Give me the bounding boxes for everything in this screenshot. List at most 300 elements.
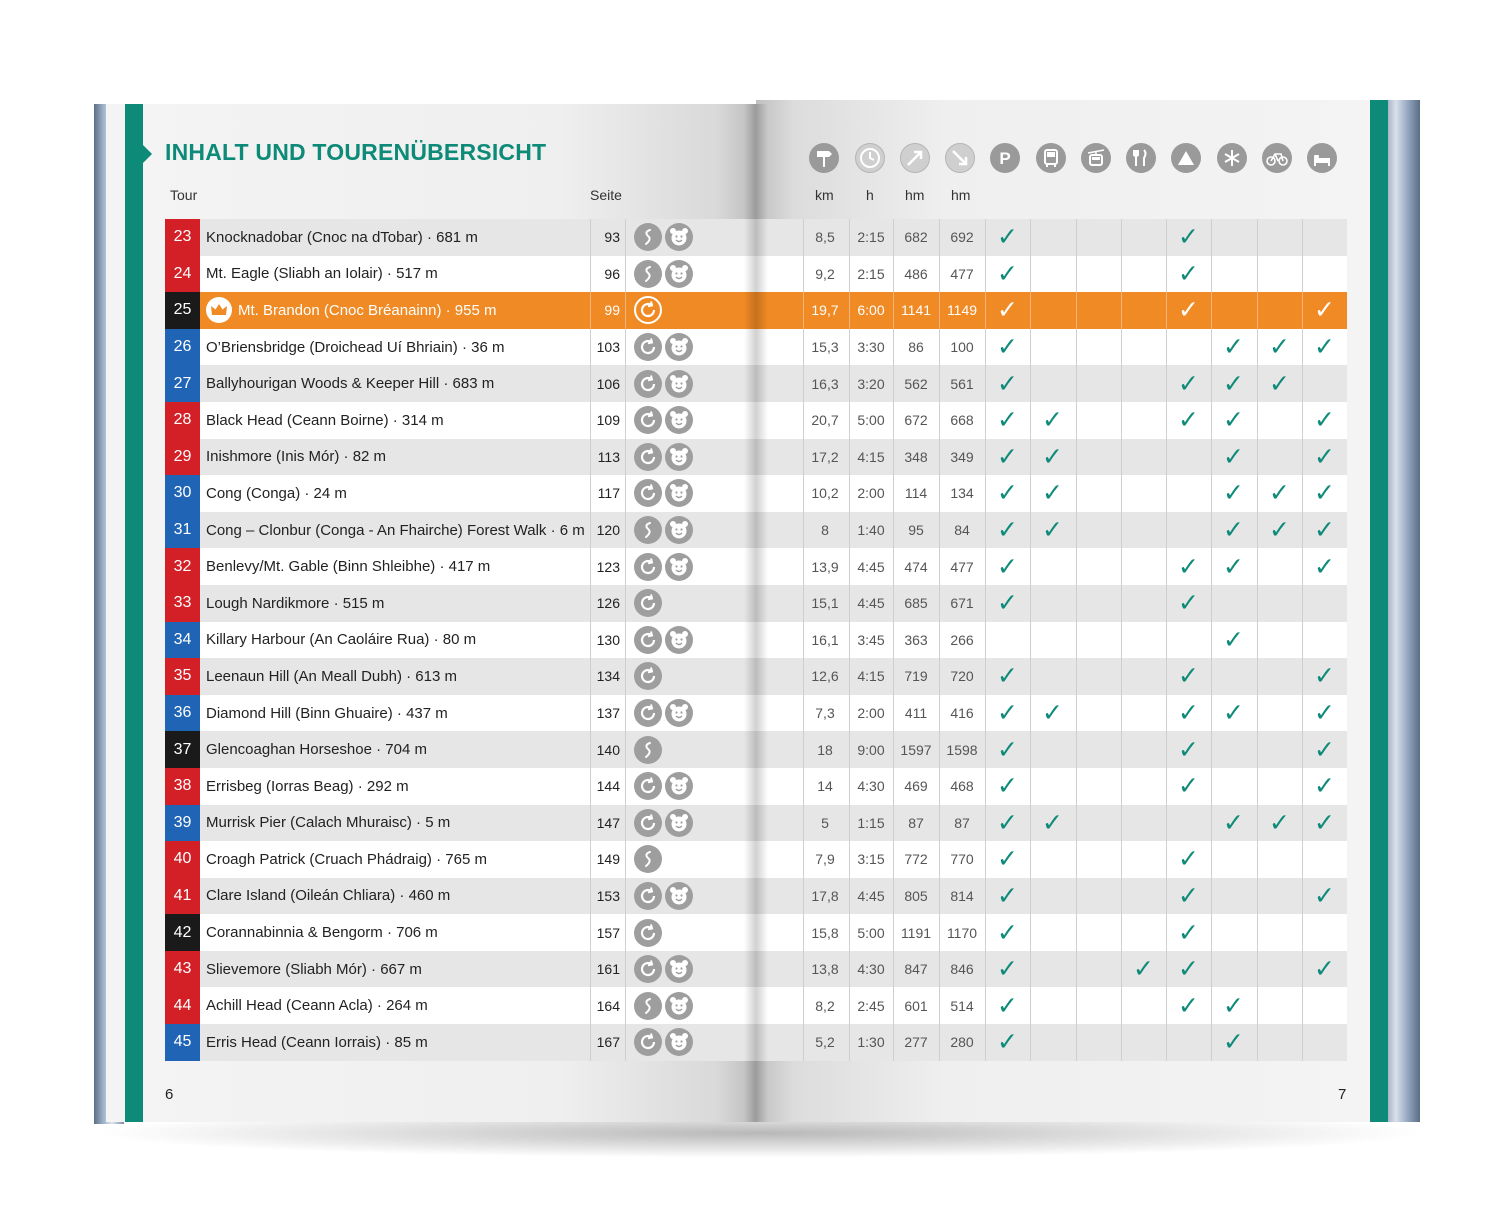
tour-duration: 1:15 <box>857 814 885 831</box>
tour-distance-km: 17,2 <box>811 448 839 465</box>
column-separator <box>1030 878 1031 915</box>
check-icon: ✓ <box>1178 552 1199 581</box>
check-icon: ✓ <box>1314 479 1335 508</box>
column-separator <box>1121 548 1122 585</box>
tour-name-cell <box>206 951 588 988</box>
check-icon: ✓ <box>1314 296 1335 325</box>
hut-icon <box>1171 143 1201 173</box>
tour-symbols <box>634 622 704 659</box>
column-separator <box>1076 292 1077 329</box>
tour-distance-km: 14 <box>817 778 833 795</box>
column-separator <box>1030 768 1031 805</box>
column-separator <box>1076 951 1077 988</box>
tour-ascent: 682 <box>904 229 928 246</box>
column-separator <box>1076 585 1077 622</box>
column-separator <box>1076 219 1077 256</box>
tour-distance-km: 13,9 <box>811 558 839 575</box>
column-separator <box>625 475 626 512</box>
family-friendly-icon <box>665 882 693 910</box>
check-icon: ✓ <box>1223 991 1244 1020</box>
column-separator <box>625 805 626 842</box>
tour-ascent: 805 <box>904 887 928 904</box>
column-separator <box>1302 256 1303 293</box>
check-icon: ✓ <box>1178 772 1199 801</box>
family-friendly-icon <box>665 333 693 361</box>
tour-distance-km: 15,1 <box>811 595 839 612</box>
right-teal-band <box>1370 100 1388 1122</box>
column-separator <box>1076 439 1077 476</box>
column-separator <box>625 585 626 622</box>
check-icon: ✓ <box>1178 223 1199 252</box>
tour-name: Errisbeg (Iorras Beag) · 292 m <box>206 777 409 795</box>
column-separator <box>1257 292 1258 329</box>
check-icon: ✓ <box>1178 735 1199 764</box>
check-icon: ✓ <box>1314 772 1335 801</box>
tour-duration: 4:30 <box>857 961 885 978</box>
clock-icon <box>855 143 885 173</box>
tour-duration: 9:00 <box>857 741 885 758</box>
family-friendly-icon <box>665 479 693 507</box>
signpost-icon <box>809 143 839 173</box>
tour-name-cell <box>206 731 588 768</box>
check-icon: ✓ <box>1269 479 1290 508</box>
tour-page: 134 <box>596 668 620 685</box>
column-separator <box>625 951 626 988</box>
tour-duration: 4:30 <box>857 778 885 795</box>
tour-number: 42 <box>165 914 200 951</box>
check-icon: ✓ <box>997 259 1018 288</box>
tour-name-cell <box>206 768 588 805</box>
column-separator <box>625 914 626 951</box>
tour-ascent: 114 <box>904 485 928 502</box>
winding-path-icon <box>634 223 662 251</box>
column-separator <box>1121 475 1122 512</box>
check-icon: ✓ <box>1178 699 1199 728</box>
column-separator <box>1076 878 1077 915</box>
check-icon: ✓ <box>1178 406 1199 435</box>
tour-duration: 1:40 <box>857 522 885 539</box>
loop-route-icon <box>634 296 662 324</box>
check-icon: ✓ <box>1269 333 1290 362</box>
tour-descent: 1149 <box>946 302 978 319</box>
tour-descent: 720 <box>950 668 974 685</box>
page-number-right: 7 <box>1338 1086 1347 1103</box>
family-friendly-icon <box>665 1028 693 1056</box>
col-header-km: km <box>815 187 834 203</box>
loop-route-icon <box>634 589 662 617</box>
tour-descent: 266 <box>950 631 974 648</box>
column-separator <box>1166 329 1167 366</box>
tour-name: Clare Island (Oileán Chliara) · 460 m <box>206 887 451 905</box>
column-separator <box>1166 475 1167 512</box>
tour-duration: 3:45 <box>857 631 885 648</box>
check-icon: ✓ <box>997 772 1018 801</box>
col-header-ascent: hm <box>905 187 925 203</box>
column-separator <box>1257 548 1258 585</box>
loop-route-icon <box>634 370 662 398</box>
tour-name-cell <box>206 658 588 695</box>
tour-name-cell <box>206 914 588 951</box>
tour-name-cell <box>206 219 588 256</box>
check-icon: ✓ <box>1042 699 1063 728</box>
tour-symbols <box>634 256 704 293</box>
tour-symbols <box>634 292 704 329</box>
tour-page: 161 <box>596 961 620 978</box>
tour-number: 37 <box>165 731 200 768</box>
tour-page: 123 <box>596 558 620 575</box>
column-separator <box>1121 987 1122 1024</box>
column-separator <box>1257 219 1258 256</box>
check-icon: ✓ <box>1314 881 1335 910</box>
column-separator <box>1076 914 1077 951</box>
check-icon: ✓ <box>997 699 1018 728</box>
tour-distance-km: 5,2 <box>815 1034 835 1051</box>
tour-duration: 5:00 <box>857 924 885 941</box>
tour-number: 40 <box>165 841 200 878</box>
family-friendly-icon <box>665 955 693 983</box>
tour-name: Leenaun Hill (An Meall Dubh) · 613 m <box>206 667 457 685</box>
loop-route-icon <box>634 809 662 837</box>
tour-number: 29 <box>165 439 200 476</box>
tour-page: 140 <box>596 741 620 758</box>
tour-number: 35 <box>165 658 200 695</box>
tour-number: 23 <box>165 219 200 256</box>
tour-distance-km: 19,7 <box>811 302 839 319</box>
family-friendly-icon <box>665 553 693 581</box>
tour-symbols <box>634 439 704 476</box>
column-separator <box>1257 622 1258 659</box>
family-friendly-icon <box>665 626 693 654</box>
loop-route-icon <box>634 919 662 947</box>
column-separator <box>625 439 626 476</box>
column-separator <box>1076 1024 1077 1061</box>
tour-name-cell <box>206 475 588 512</box>
column-separator <box>1076 365 1077 402</box>
tour-name: Black Head (Ceann Boirne) · 314 m <box>206 411 444 429</box>
tour-symbols <box>634 951 704 988</box>
tour-symbols <box>634 365 704 402</box>
tour-name: Glencoaghan Horseshoe · 704 m <box>206 741 427 759</box>
column-separator <box>1121 622 1122 659</box>
column-separator <box>1030 987 1031 1024</box>
check-icon: ✓ <box>1314 662 1335 691</box>
check-icon: ✓ <box>1314 735 1335 764</box>
column-separator <box>1166 439 1167 476</box>
tour-name-cell <box>206 1024 588 1061</box>
column-separator <box>1121 439 1122 476</box>
page-title: INHALT UND TOURENÜBERSICHT <box>165 139 547 165</box>
column-separator <box>1030 841 1031 878</box>
col-header-descent: hm <box>951 187 971 203</box>
tour-number: 34 <box>165 622 200 659</box>
tour-name: Corannabinnia & Bengorm · 706 m <box>206 924 438 942</box>
col-header-tour: Tour <box>170 187 198 203</box>
tour-page: 120 <box>596 522 620 539</box>
check-icon: ✓ <box>1223 1028 1244 1057</box>
bus-icon <box>1036 143 1066 173</box>
column-separator <box>1121 731 1122 768</box>
tour-symbols <box>634 329 704 366</box>
check-icon: ✓ <box>997 735 1018 764</box>
column-separator <box>1257 439 1258 476</box>
column-separator <box>625 1024 626 1061</box>
loop-route-icon <box>634 882 662 910</box>
check-icon: ✓ <box>1314 552 1335 581</box>
family-friendly-icon <box>665 516 693 544</box>
column-separator <box>1076 658 1077 695</box>
crown-icon <box>206 297 232 323</box>
loop-route-icon <box>634 553 662 581</box>
column-separator <box>625 219 626 256</box>
column-separator <box>1166 805 1167 842</box>
tour-page: 126 <box>596 595 620 612</box>
column-separator <box>625 768 626 805</box>
tour-page: 157 <box>596 924 620 941</box>
column-separator <box>1121 768 1122 805</box>
column-separator <box>1302 219 1303 256</box>
tour-name: Ballyhourigan Woods & Keeper Hill · 683 m <box>206 375 495 393</box>
column-separator <box>1257 1024 1258 1061</box>
check-icon: ✓ <box>1314 516 1335 545</box>
check-icon: ✓ <box>1178 589 1199 618</box>
check-icon: ✓ <box>1223 552 1244 581</box>
tour-duration: 2:00 <box>857 705 885 722</box>
tour-descent: 416 <box>950 705 974 722</box>
check-icon: ✓ <box>1178 662 1199 691</box>
tour-ascent: 601 <box>904 997 928 1014</box>
tour-number: 44 <box>165 987 200 1024</box>
check-icon: ✓ <box>997 1028 1018 1057</box>
column-separator <box>1121 512 1122 549</box>
check-icon: ✓ <box>1042 516 1063 545</box>
check-icon: ✓ <box>997 662 1018 691</box>
tour-descent: 770 <box>950 851 974 868</box>
tour-page: 149 <box>596 851 620 868</box>
tour-symbols <box>634 658 704 695</box>
tour-name: Benlevy/Mt. Gable (Binn Shleibhe) · 417 m <box>206 558 491 576</box>
tour-name: Diamond Hill (Binn Ghuaire) · 437 m <box>206 704 448 722</box>
column-separator <box>1076 256 1077 293</box>
tour-ascent: 562 <box>904 375 928 392</box>
tour-distance-km: 13,8 <box>811 961 839 978</box>
column-separator <box>1121 878 1122 915</box>
tour-duration: 2:15 <box>857 229 885 246</box>
column-separator <box>625 695 626 732</box>
check-icon: ✓ <box>1178 881 1199 910</box>
check-icon: ✓ <box>1223 625 1244 654</box>
tour-distance-km: 8,2 <box>815 997 835 1014</box>
tour-duration: 2:15 <box>857 265 885 282</box>
loop-route-icon <box>634 699 662 727</box>
column-separator <box>1076 987 1077 1024</box>
tour-name-cell <box>206 805 588 842</box>
tour-ascent: 87 <box>908 814 924 831</box>
check-icon: ✓ <box>997 808 1018 837</box>
check-icon: ✓ <box>997 223 1018 252</box>
column-separator <box>1076 622 1077 659</box>
tour-descent: 668 <box>950 412 974 429</box>
tour-name: O’Briensbridge (Droichead Uí Bhriain) · 36 m <box>206 338 505 356</box>
family-friendly-icon <box>665 223 693 251</box>
column-separator <box>1030 329 1031 366</box>
tour-name: Erris Head (Ceann Iorrais) · 85 m <box>206 1033 428 1051</box>
loop-route-icon <box>634 333 662 361</box>
winding-path-icon <box>634 992 662 1020</box>
check-icon: ✓ <box>997 296 1018 325</box>
column-separator <box>1030 1024 1031 1061</box>
tour-ascent: 486 <box>904 265 928 282</box>
check-icon: ✓ <box>1178 845 1199 874</box>
family-friendly-icon <box>665 370 693 398</box>
descent-icon <box>945 143 975 173</box>
column-separator <box>1121 914 1122 951</box>
check-icon: ✓ <box>1223 406 1244 435</box>
tour-number: 30 <box>165 475 200 512</box>
column-separator <box>1257 768 1258 805</box>
tour-descent: 671 <box>950 595 974 612</box>
check-icon: ✓ <box>997 479 1018 508</box>
tour-ascent: 348 <box>904 448 928 465</box>
check-icon: ✓ <box>1178 918 1199 947</box>
column-separator <box>1257 731 1258 768</box>
tour-ascent: 469 <box>904 778 928 795</box>
column-separator <box>1076 548 1077 585</box>
tour-ascent: 474 <box>904 558 928 575</box>
check-icon: ✓ <box>1269 516 1290 545</box>
column-separator <box>1121 219 1122 256</box>
tour-number: 26 <box>165 329 200 366</box>
tour-symbols <box>634 987 704 1024</box>
restaurant-icon <box>1126 143 1156 173</box>
col-header-page: Seite <box>590 187 622 203</box>
column-separator <box>1211 731 1212 768</box>
column-separator <box>1076 695 1077 732</box>
tour-page: 106 <box>596 375 620 392</box>
bed-icon <box>1307 143 1337 173</box>
tour-page: 144 <box>596 778 620 795</box>
tour-duration: 4:45 <box>857 595 885 612</box>
column-separator <box>1302 1024 1303 1061</box>
tour-number: 24 <box>165 256 200 293</box>
check-icon: ✓ <box>997 845 1018 874</box>
tour-name: Inishmore (Inis Mór) · 82 m <box>206 448 387 466</box>
check-icon: ✓ <box>1314 808 1335 837</box>
column-separator <box>1121 1024 1122 1061</box>
column-separator <box>1257 402 1258 439</box>
column-separator <box>625 292 626 329</box>
tour-duration: 4:15 <box>857 448 885 465</box>
tour-name: Croagh Patrick (Cruach Phádraig) · 765 m <box>206 850 487 868</box>
column-separator <box>1257 878 1258 915</box>
column-separator <box>1076 475 1077 512</box>
loop-route-icon <box>634 772 662 800</box>
tour-page: 147 <box>596 814 620 831</box>
tour-page: 109 <box>596 412 620 429</box>
check-icon: ✓ <box>1223 479 1244 508</box>
tour-descent: 1170 <box>946 924 978 941</box>
column-separator <box>1121 658 1122 695</box>
column-separator <box>1030 365 1031 402</box>
bicycle-icon <box>1262 143 1292 173</box>
column-separator <box>625 256 626 293</box>
check-icon: ✓ <box>1042 479 1063 508</box>
tour-descent: 84 <box>954 522 970 539</box>
column-separator <box>1257 585 1258 622</box>
tour-symbols <box>634 878 704 915</box>
check-icon: ✓ <box>1223 808 1244 837</box>
column-separator <box>1076 805 1077 842</box>
tour-page: 113 <box>597 448 620 465</box>
tour-ascent: 1597 <box>900 741 932 758</box>
check-icon: ✓ <box>1178 369 1199 398</box>
book-spine-shadow <box>744 104 768 1122</box>
column-separator <box>1257 951 1258 988</box>
check-icon: ✓ <box>1223 442 1244 471</box>
column-separator <box>1030 951 1031 988</box>
column-separator <box>1257 695 1258 732</box>
tour-distance-km: 20,7 <box>811 412 839 429</box>
tour-page: 99 <box>604 302 620 319</box>
tour-descent: 846 <box>950 961 974 978</box>
tour-name: Lough Nardikmore · 515 m <box>206 594 385 612</box>
column-separator <box>1166 1024 1167 1061</box>
loop-route-icon <box>634 662 662 690</box>
column-separator <box>1121 585 1122 622</box>
column-separator <box>1257 987 1258 1024</box>
column-separator <box>1076 512 1077 549</box>
column-separator <box>1076 329 1077 366</box>
tour-name: Cong – Clonbur (Conga - An Fhairche) Forest Walk · 6 m <box>206 521 585 539</box>
tour-page: 167 <box>596 1034 620 1051</box>
tour-descent: 349 <box>950 448 974 465</box>
check-icon: ✓ <box>1178 955 1199 984</box>
tour-descent: 514 <box>950 997 974 1014</box>
winding-path-icon <box>634 516 662 544</box>
check-icon: ✓ <box>1178 259 1199 288</box>
tour-duration: 1:30 <box>857 1034 885 1051</box>
tour-ascent: 1141 <box>900 302 932 319</box>
tour-name-cell <box>206 548 588 585</box>
tour-number: 39 <box>165 805 200 842</box>
check-icon: ✓ <box>997 442 1018 471</box>
column-separator <box>1257 841 1258 878</box>
family-friendly-icon <box>665 992 693 1020</box>
tour-name: Slievemore (Sliabh Mór) · 667 m <box>206 960 422 978</box>
tour-symbols <box>634 768 704 805</box>
column-separator <box>1211 658 1212 695</box>
column-separator <box>1076 402 1077 439</box>
tour-symbols <box>634 548 704 585</box>
tour-ascent: 363 <box>904 631 928 648</box>
tour-page: 153 <box>596 887 620 904</box>
tour-number: 28 <box>165 402 200 439</box>
tour-name-cell <box>206 987 588 1024</box>
tour-name: Mt. Brandon (Cnoc Bréanainn) · 955 m <box>238 301 497 319</box>
family-friendly-icon <box>665 699 693 727</box>
tour-distance-km: 7,9 <box>815 851 835 868</box>
tour-number: 38 <box>165 768 200 805</box>
tour-name-cell <box>206 878 588 915</box>
column-separator <box>1076 841 1077 878</box>
tour-descent: 477 <box>950 558 974 575</box>
column-separator <box>1030 914 1031 951</box>
tour-distance-km: 16,3 <box>811 375 839 392</box>
tour-page: 130 <box>596 631 620 648</box>
family-friendly-icon <box>665 772 693 800</box>
parking-icon <box>990 143 1020 173</box>
tour-symbols <box>634 731 704 768</box>
column-separator <box>1166 622 1167 659</box>
